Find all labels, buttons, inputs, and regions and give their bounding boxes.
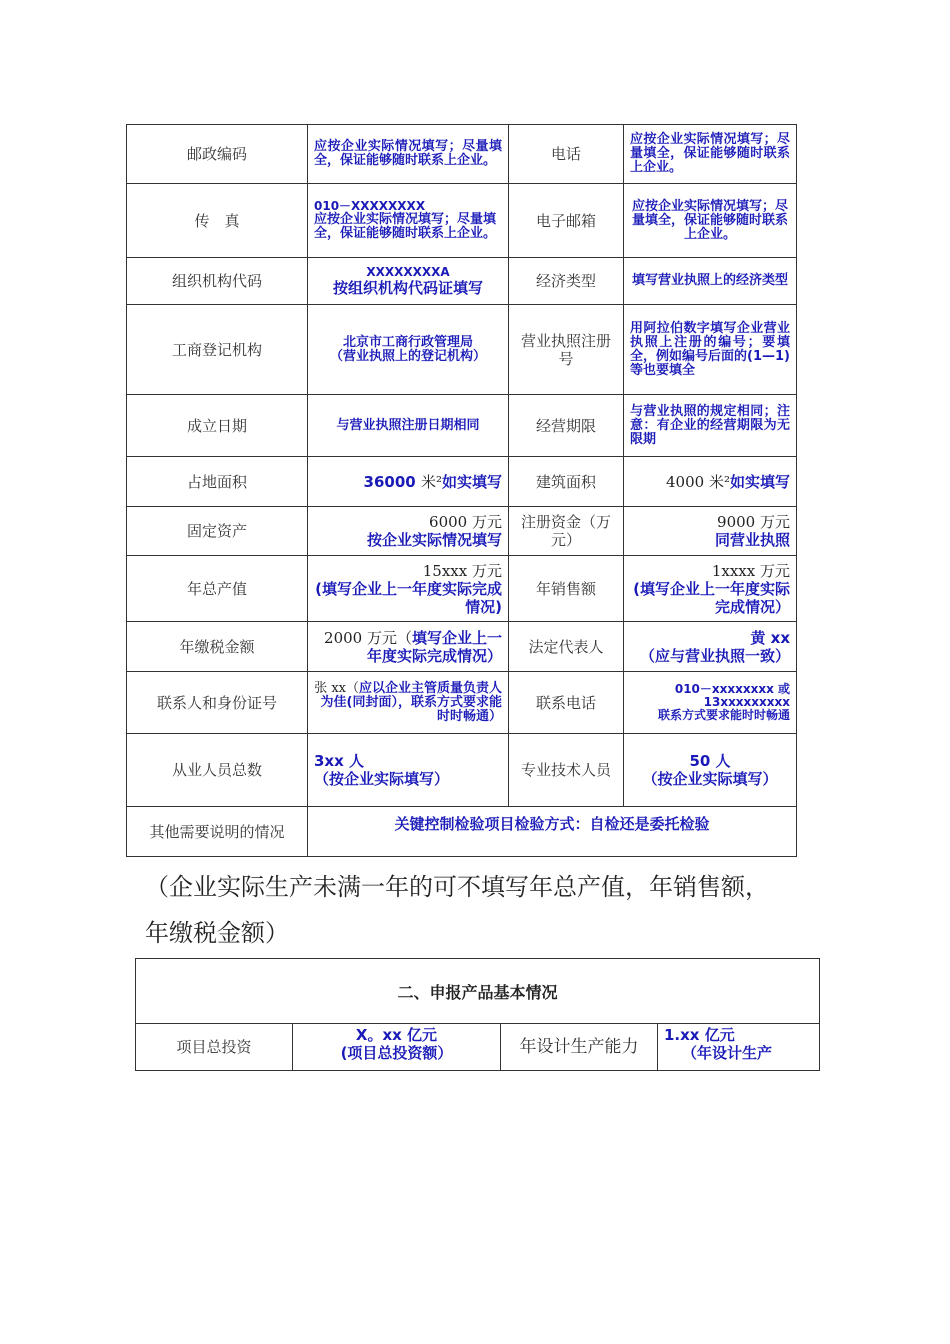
label-registered-capital: 注册资金（万元）: [509, 507, 624, 556]
value-total-employees: [308, 734, 509, 807]
value-land-area-unit: 米²: [420, 472, 442, 491]
value-land-area: [308, 457, 509, 507]
value-registration-authority-name: 北京市工商行政管理局: [342, 334, 473, 350]
value-building-area-number: 4000 米²: [666, 472, 730, 491]
value-fixed-assets-note: 按企业实际情况填写: [366, 531, 502, 549]
value-annual-tax: [308, 622, 509, 672]
label-email: 电子邮箱: [509, 184, 624, 258]
value-contact-person: [308, 672, 509, 734]
table-row: [127, 507, 797, 556]
value-fixed-assets: [308, 507, 509, 556]
value-org-code: [308, 258, 509, 305]
table-row: [136, 959, 820, 1024]
label-design-capacity: 年设计生产能力: [501, 1024, 658, 1071]
table-row: [127, 622, 797, 672]
value-email: 应按企业实际情况填写；尽量填全，保证能够随时联系上企业。: [624, 184, 797, 258]
label-contact-phone: 联系电话: [509, 672, 624, 734]
value-total-investment: [293, 1024, 501, 1071]
label-contact-person: 联系人和身份证号: [127, 672, 308, 734]
value-building-area-note: 如实填写: [729, 472, 790, 491]
table-row: [127, 258, 797, 305]
value-contact-phone-note: 联系方式要求能时时畅通: [657, 708, 790, 722]
value-other-notes: 关键控制检验项目检验方式：自检还是委托检验: [308, 807, 797, 857]
table-row: [127, 457, 797, 507]
value-design-capacity-amount: 1.xx 亿元: [664, 1026, 735, 1044]
table-row: [127, 672, 797, 734]
enterprise-info-table: [126, 124, 797, 857]
label-technical-staff: 专业技术人员: [509, 734, 624, 807]
value-fax-note: 应按企业实际情况填写；尽量填全，保证能够随时联系上企业。: [314, 212, 497, 241]
note-line-2: 年缴税金额）: [145, 919, 289, 947]
value-total-investment-amount: X。xx 亿元: [355, 1026, 438, 1044]
value-building-area: [624, 457, 797, 507]
value-annual-output: [308, 556, 509, 622]
label-economic-type: 经济类型: [509, 258, 624, 305]
value-total-employees-note: （按企业实际填写）: [314, 770, 450, 788]
value-contact-phone-number: 010－xxxxxxxx 或 13xxxxxxxxx: [674, 682, 790, 709]
value-registration-authority: [308, 305, 509, 395]
value-annual-tax-amount: 2000 万元（: [324, 628, 412, 647]
value-annual-sales: [624, 556, 797, 622]
label-legal-rep: 法定代表人: [509, 622, 624, 672]
label-founding-date: 成立日期: [127, 395, 308, 457]
value-postal-code: 应按企业实际情况填写；尽量填全，保证能够随时联系上企业。: [308, 125, 509, 184]
label-registration-authority: 工商登记机构: [127, 305, 308, 395]
value-contact-person-name: 张 xx（: [314, 680, 359, 696]
value-annual-sales-note: (填写企业上一年度实际完成情况）: [633, 579, 790, 616]
label-operating-period: 经营期限: [509, 395, 624, 457]
note-line-1: （企业实际生产未满一年的可不填写年总产值，年销售额，: [145, 873, 769, 901]
label-building-area: 建筑面积: [509, 457, 624, 507]
table-row: [127, 125, 797, 184]
value-annual-output-note: (填写企业上一年度实际完成情况): [315, 579, 502, 616]
value-design-capacity: [658, 1024, 820, 1071]
label-total-investment: 项目总投资: [136, 1024, 293, 1071]
value-economic-type: 填写营业执照上的经济类型: [624, 258, 797, 305]
label-total-employees: 从业人员总数: [127, 734, 308, 807]
value-land-area-number: 36000: [363, 472, 416, 491]
value-registered-capital-amount: 9000 万元: [717, 513, 790, 531]
value-annual-output-amount: 15xxx 万元: [422, 561, 502, 580]
label-license-number: 营业执照注册号: [509, 305, 624, 395]
value-annual-tax-note: 填写企业上一年度实际完成情况）: [366, 628, 502, 665]
label-postal-code: 邮政编码: [127, 125, 308, 184]
table-row: [127, 395, 797, 457]
value-contact-phone: [624, 672, 797, 734]
value-legal-rep-note: （应与营业执照一致）: [639, 646, 790, 665]
product-info-table: [135, 958, 820, 1071]
value-fax: [308, 184, 509, 258]
value-legal-rep-name: 黄 xx: [750, 628, 790, 647]
table-row: [127, 305, 797, 395]
value-land-area-note: 如实填写: [441, 472, 502, 491]
value-technical-staff: [624, 734, 797, 807]
value-total-employees-count: 3xx 人: [314, 752, 365, 770]
table-row: [136, 1024, 820, 1071]
label-annual-sales: 年销售额: [509, 556, 624, 622]
value-registered-capital: [624, 507, 797, 556]
value-legal-rep: [624, 622, 797, 672]
value-phone: 应按企业实际情况填写；尽量填全，保证能够随时联系上企业。: [624, 125, 797, 184]
value-registered-capital-note: 同营业执照: [714, 531, 790, 549]
value-design-capacity-note: （年设计生产: [682, 1044, 773, 1062]
value-fixed-assets-amount: 6000 万元: [429, 513, 502, 531]
label-phone: 电话: [509, 125, 624, 184]
label-annual-tax: 年缴税金额: [127, 622, 308, 672]
label-fixed-assets: 固定资产: [127, 507, 308, 556]
label-land-area: 占地面积: [127, 457, 308, 507]
value-operating-period: 与营业执照的规定相同；注意：有企业的经营期限为无限期: [624, 395, 797, 457]
value-fax-number: 010－XXXXXXXX: [314, 199, 426, 213]
label-other-notes: 其他需要说明的情况: [127, 807, 308, 857]
table-row: [127, 734, 797, 807]
value-license-number: 用阿拉伯数字填写企业营业执照上注册的编号；要填全，例如编号后面的(1—1)等也要填全: [624, 305, 797, 395]
label-annual-output: 年总产值: [127, 556, 308, 622]
label-org-code: 组织机构代码: [127, 258, 308, 305]
value-technical-staff-count: 50 人: [689, 752, 731, 770]
value-technical-staff-note: （按企业实际填写）: [642, 770, 778, 788]
value-founding-date: 与营业执照注册日期相同: [308, 395, 509, 457]
value-total-investment-note: (项目总投资额）: [340, 1044, 453, 1062]
value-registration-authority-note: （营业执照上的登记机构）: [329, 348, 486, 364]
value-contact-person-note: 应以企业主管质量负责人为佳(同封面），联系方式要求能时时畅通）: [320, 680, 502, 724]
section-heading: 二、申报产品基本情况: [136, 959, 820, 1024]
value-org-code-note: 按组织机构代码证填写: [332, 278, 483, 297]
table-row: [127, 184, 797, 258]
table-row: [127, 807, 797, 857]
label-fax: 传 真: [127, 184, 308, 258]
value-annual-sales-amount: 1xxxx 万元: [711, 561, 790, 580]
value-org-code-number: XXXXXXXXA: [366, 264, 450, 279]
table-row: [127, 556, 797, 622]
